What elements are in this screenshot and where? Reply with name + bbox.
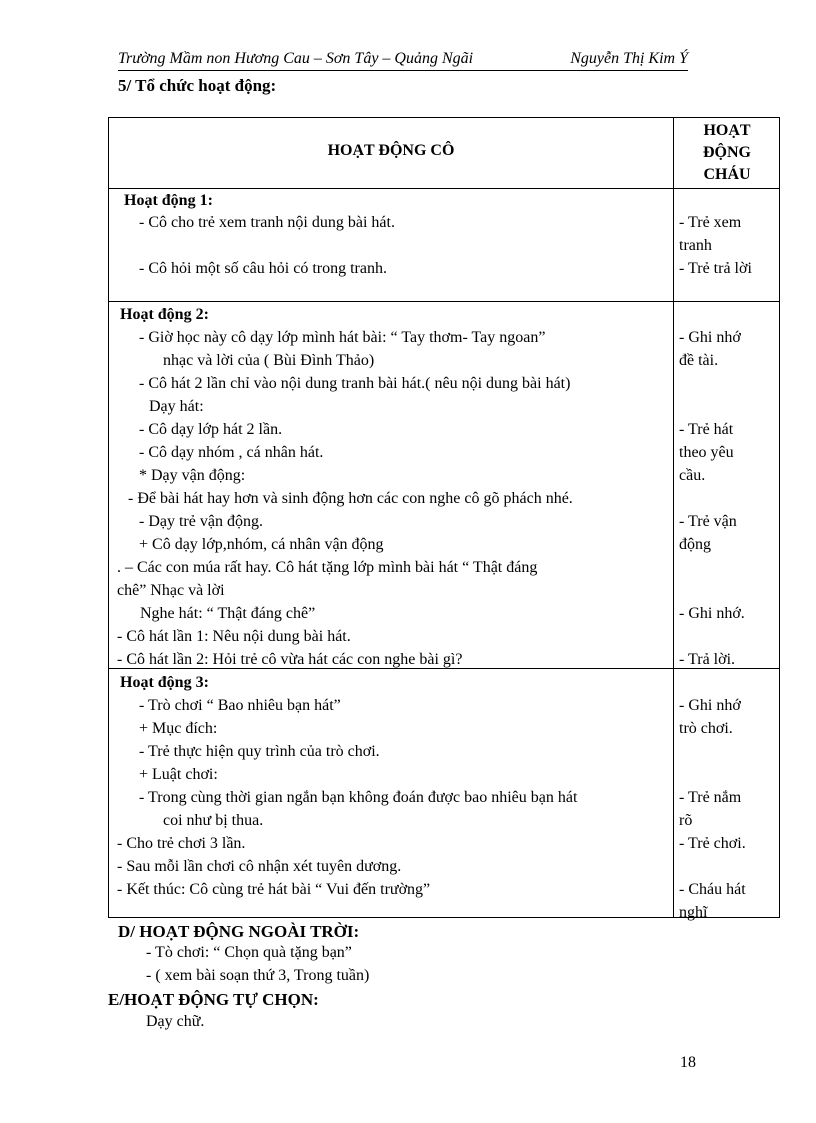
activity-3-child: - Trẻ nắm	[679, 789, 742, 806]
activity-2-line: chê” Nhạc và lời	[117, 582, 225, 599]
activity-3-title: Hoạt động 3:	[120, 674, 209, 691]
activity-2-line: - Cô dạy lớp hát 2 lần.	[139, 421, 283, 438]
activity-3-child: trò chơi.	[679, 720, 733, 737]
activity-2-child: - Trẻ vận	[679, 513, 737, 530]
activity-2-line: - Cô hát 2 lần chỉ vào nội dung tranh bài hát.( nêu nội dung bài hát)	[139, 375, 571, 392]
activity-3-line: - Trò chơi “ Bao nhiêu bạn hát”	[139, 697, 341, 714]
activity-2-line: nhạc và lời của ( Bùi Đình Thảo)	[163, 352, 375, 369]
activity-1-child: - Trẻ xem	[679, 214, 742, 231]
activity-2-child: theo yêu	[679, 444, 734, 461]
activity-1-title: Hoạt động 1:	[124, 192, 213, 209]
activity-3-line: - Kết thúc: Cô cùng trẻ hát bài “ Vui đến trường”	[117, 881, 431, 898]
activity-2-line: - Cô hát lần 2: Hỏi trẻ cô vừa hát các con nghe bài gì?	[117, 651, 463, 668]
activity-2-line: Nghe hát: “ Thật đáng chê”	[140, 605, 316, 622]
activity-3-line: - Sau mỗi lần chơi cô nhận xét tuyên dương.	[117, 858, 402, 875]
activity-table	[108, 117, 780, 921]
activity-1-line: - Cô hỏi một số câu hỏi có trong tranh.	[139, 260, 387, 277]
activity-3-child: nghĩ	[679, 904, 708, 921]
section-e-line: Dạy chữ.	[146, 1013, 205, 1030]
activity-2-child: đề tài.	[679, 352, 719, 369]
row-divider	[109, 301, 779, 302]
author-name: Nguyễn Thị Kim Ý	[570, 50, 688, 67]
activity-2-line: - Giờ học này cô dạy lớp mình hát bài: “ Tay thơm- Tay ngoan”	[139, 329, 546, 346]
section-d-title: D/ HOẠT ĐỘNG NGOÀI TRỜI:	[118, 922, 360, 941]
activity-2-line: + Cô dạy lớp,nhóm, cá nhân vận động	[139, 536, 384, 553]
activity-3-line: - Cho trẻ chơi 3 lần.	[117, 835, 246, 852]
section-d-line: - ( xem bài soạn thứ 3, Trong tuần)	[146, 967, 370, 984]
activity-2-child: - Ghi nhớ	[679, 329, 741, 346]
running-header	[118, 50, 688, 71]
activity-2-child: - Trả lời.	[679, 651, 736, 668]
activity-3-child: - Cháu hát	[679, 881, 746, 898]
page-number: 18	[680, 1054, 696, 1071]
activity-2-line: - Cô dạy nhóm , cá nhân hát.	[139, 444, 324, 461]
activity-1-line: - Cô cho trẻ xem tranh nội dung bài hát.	[139, 214, 395, 231]
row-divider	[109, 188, 779, 189]
activity-2-line: Dạy hát:	[149, 398, 204, 415]
activity-2-line: - Để bài hát hay hơn và sinh động hơn các con nghe cô gõ phách nhé.	[128, 490, 573, 507]
activity-1-child: - Trẻ trả lời	[679, 260, 752, 277]
activity-2-child: - Ghi nhớ.	[679, 605, 745, 622]
activity-2-line: * Dạy vận động:	[139, 467, 246, 484]
activity-1-child: tranh	[679, 237, 712, 254]
section-d-line: - Tò chơi: “ Chọn quà tặng bạn”	[146, 944, 352, 961]
activity-3-child: rõ	[679, 812, 693, 829]
activity-2-title: Hoạt động 2:	[120, 306, 209, 323]
activity-3-line: - Trong cùng thời gian ngắn bạn không đoán được bao nhiêu bạn hát	[139, 789, 578, 806]
activity-3-line: coi như bị thua.	[163, 812, 264, 829]
school-name: Trường Mầm non Hương Cau – Sơn Tây – Quảng Ngãi	[118, 50, 474, 67]
activity-2-line: - Cô hát lần 1: Nêu nội dung bài hát.	[117, 628, 351, 645]
activity-2-line: - Dạy trẻ vận động.	[139, 513, 263, 530]
activity-2-line: . – Các con múa rất hay. Cô hát tặng lớp mình bài hát “ Thật đáng	[117, 559, 538, 576]
column-divider	[673, 118, 674, 917]
child-activity-header: HOẠT ĐỘNG CHÁU	[703, 122, 751, 183]
activity-3-child: - Trẻ chơi.	[679, 835, 746, 852]
activity-3-line: + Mục đích:	[139, 720, 218, 737]
activity-2-child: cầu.	[679, 467, 706, 484]
teacher-activity-header: HOẠT ĐỘNG CÔ	[327, 142, 455, 159]
section-e-title: E/HOẠT ĐỘNG TỰ CHỌN:	[108, 990, 319, 1009]
activity-2-child: - Trẻ hát	[679, 421, 734, 438]
section-5-title: 5/ Tổ chức hoạt động:	[118, 76, 277, 95]
activity-3-child: - Ghi nhớ	[679, 697, 741, 714]
activity-3-line: + Luật chơi:	[139, 766, 218, 783]
activity-3-line: - Trẻ thực hiện quy trình của trò chơi.	[139, 743, 380, 760]
activity-2-child: động	[679, 536, 711, 553]
